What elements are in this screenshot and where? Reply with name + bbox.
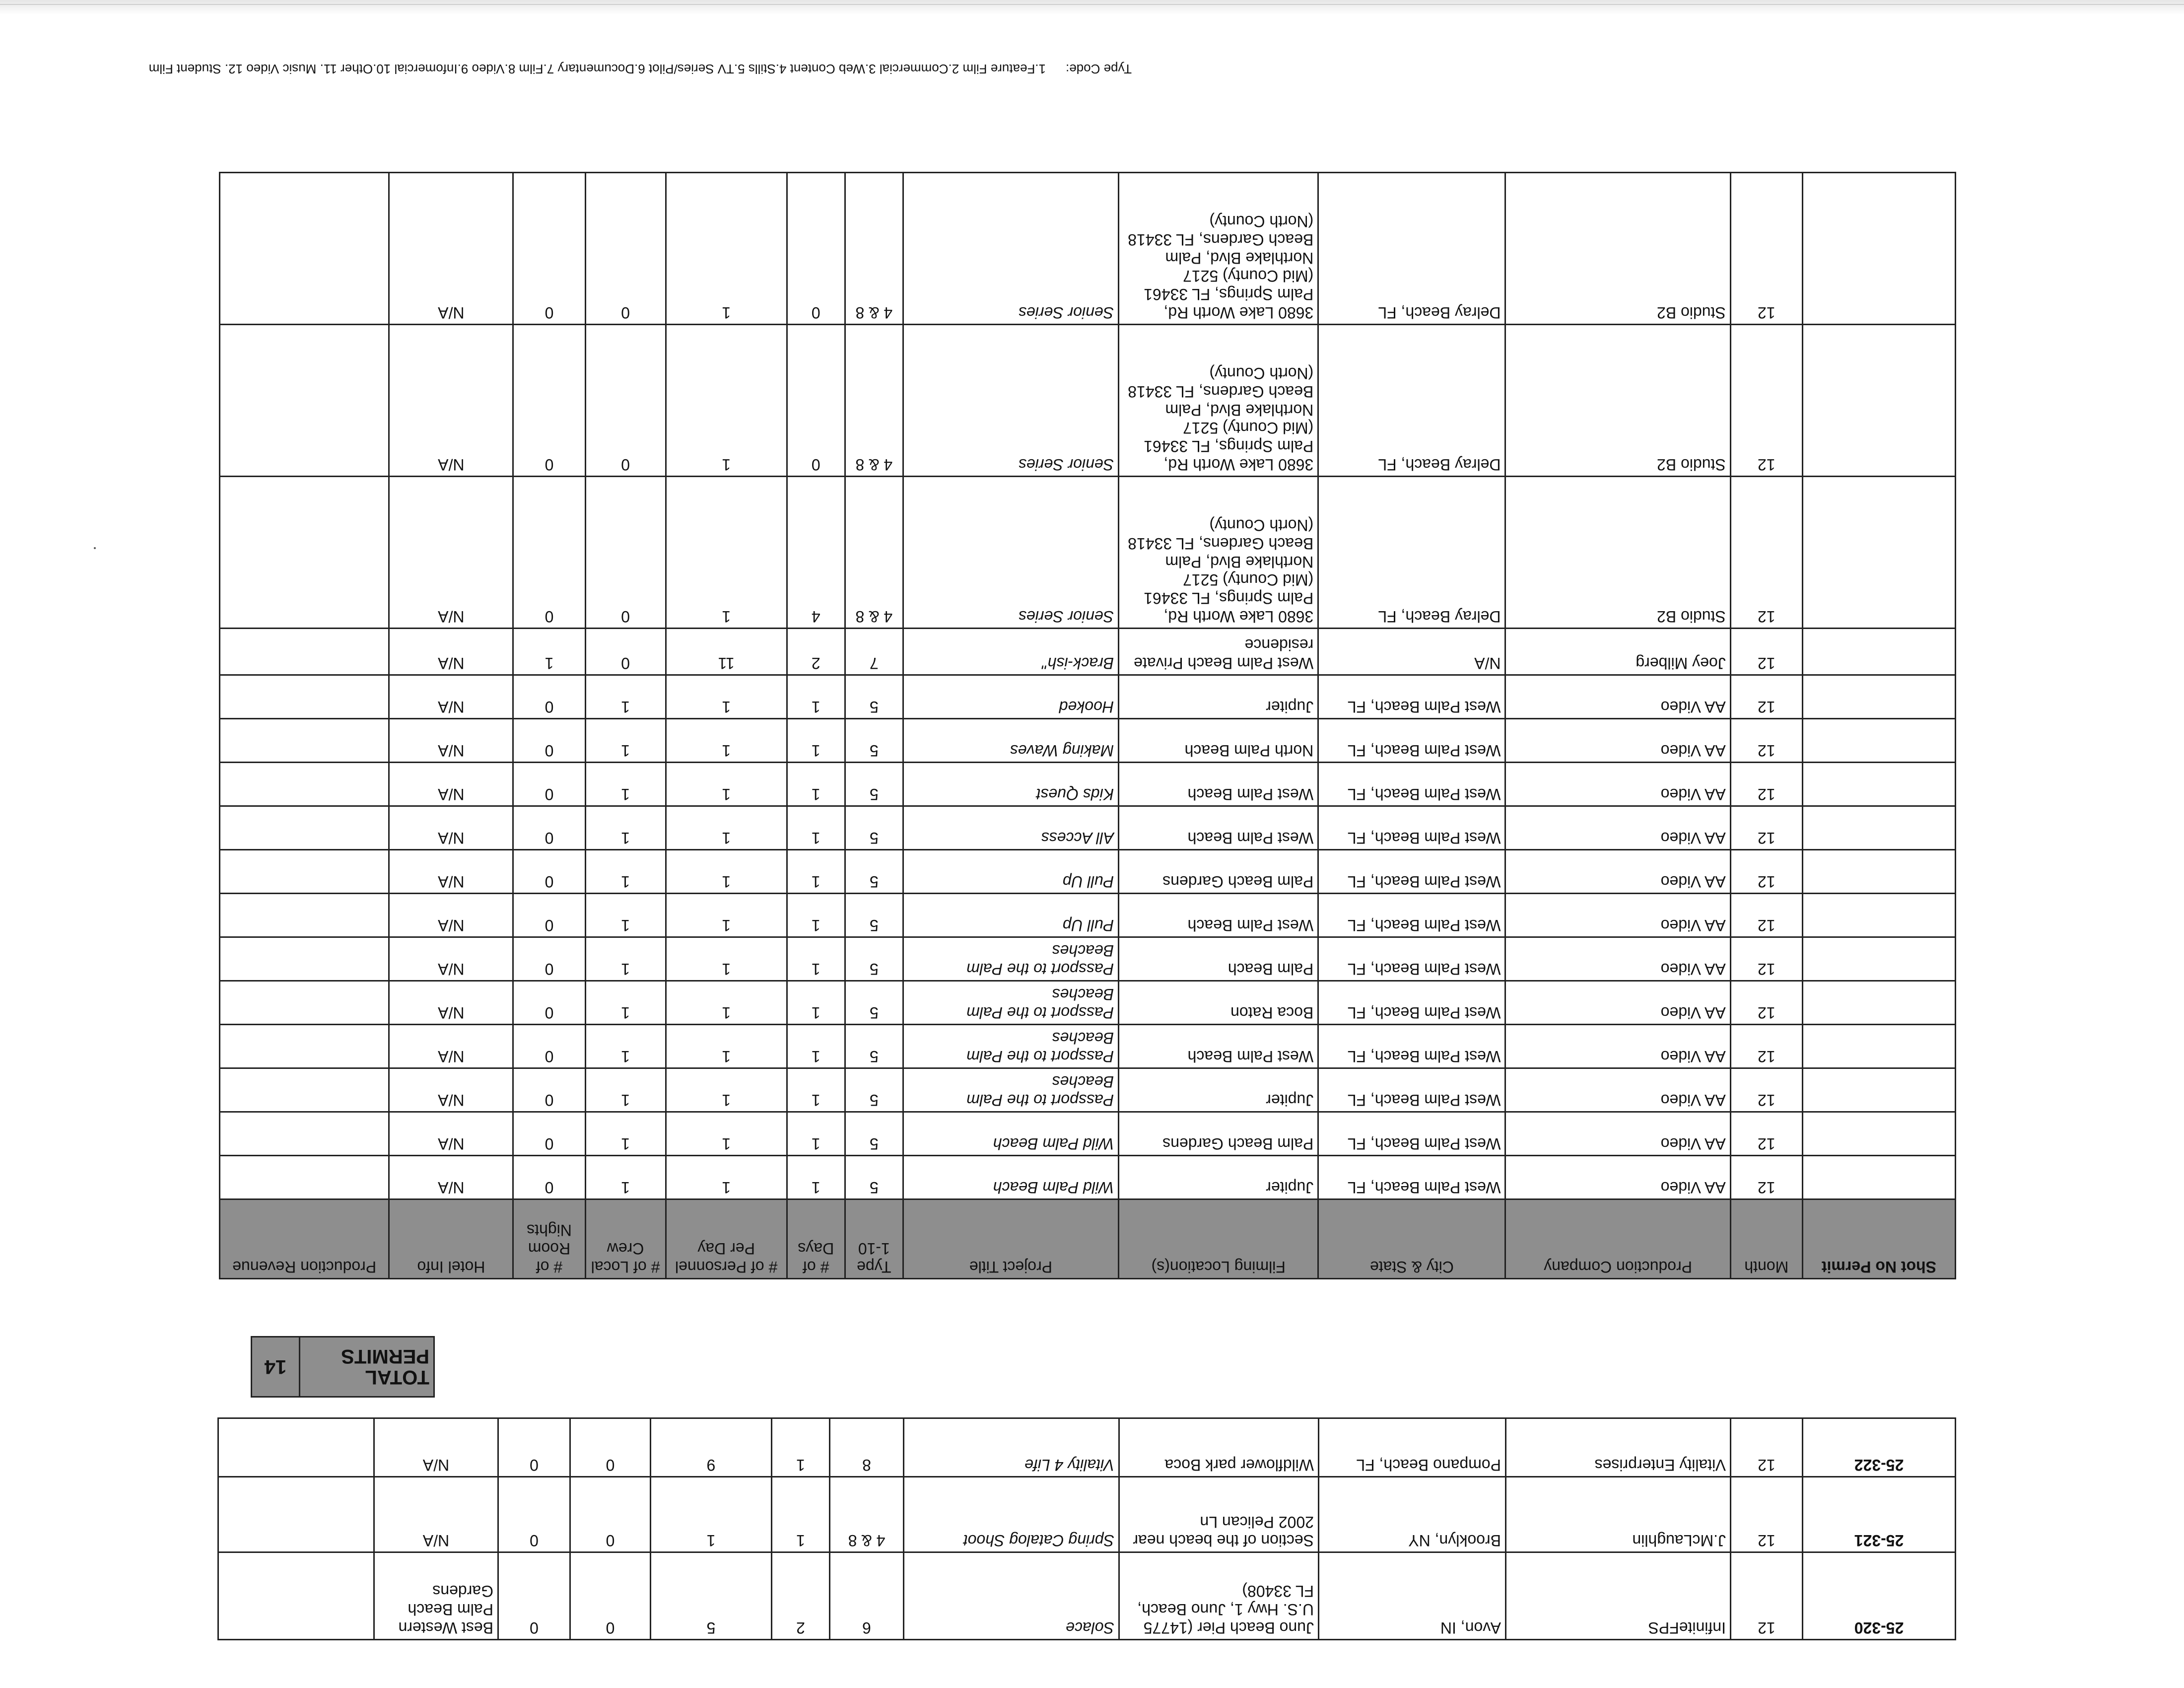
header-rooms: # of Room Nights <box>513 1199 585 1279</box>
cell-permit: 25-322 <box>1803 1418 1956 1477</box>
cell-permit <box>1802 1156 1955 1199</box>
cell-type: 5 <box>845 894 903 937</box>
cell-crew: 1 <box>585 1068 666 1112</box>
cell-type: 5 <box>845 1156 903 1199</box>
cell-crew: 1 <box>585 719 666 763</box>
cell-title: Solace <box>904 1552 1119 1640</box>
cell-month: 12 <box>1730 806 1802 850</box>
permit-continuation-block <box>219 1336 1956 1640</box>
cell-locations: 3680 Lake Worth Rd, Palm Springs, FL 33461 (Mid County) 5217 Northlake Blvd, Palm Beach Gardens, FL 33418 (North County) <box>1119 325 1318 477</box>
cell-month: 12 <box>1730 325 1802 477</box>
header-hotel: Hotel Info <box>389 1199 513 1279</box>
cell-hotel: N/A <box>389 1068 513 1112</box>
cell-revenue <box>218 1552 374 1640</box>
cell-permit <box>1802 981 1955 1025</box>
header-title: Project Title <box>903 1199 1118 1279</box>
cell-locations: West Palm Beach <box>1119 763 1318 806</box>
cell-days: 1 <box>787 1068 845 1112</box>
cell-revenue <box>220 894 389 937</box>
cell-revenue <box>220 937 389 981</box>
cell-month: 12 <box>1730 629 1802 675</box>
cell-title: Pull Up <box>903 850 1118 894</box>
cell-crew: 0 <box>570 1552 651 1640</box>
cell-permit: 25-320 <box>1803 1552 1956 1640</box>
cell-personnel: 1 <box>666 719 787 763</box>
cell-month: 12 <box>1730 719 1802 763</box>
cell-month: 12 <box>1731 1418 1803 1477</box>
cell-city: West Palm Beach, FL <box>1318 894 1505 937</box>
total-permits-count: 14 <box>252 1337 300 1397</box>
table-row <box>220 850 1956 894</box>
cell-crew: 1 <box>585 806 666 850</box>
cell-company: AA Video <box>1505 1112 1730 1156</box>
cell-type: 4 & 8 <box>845 477 903 629</box>
header-revenue: Production Revenue <box>220 1199 389 1279</box>
cell-days: 1 <box>787 850 845 894</box>
header-personnel: # of Personnel Per Day <box>666 1199 787 1279</box>
header-crew: # of Local Crew <box>585 1199 666 1279</box>
cell-hotel: N/A <box>389 981 513 1025</box>
cell-city: Avon, IN <box>1319 1552 1506 1640</box>
cell-permit <box>1802 806 1955 850</box>
cell-city: West Palm Beach, FL <box>1318 719 1505 763</box>
cell-locations: Jupiter <box>1119 1156 1318 1199</box>
cell-month: 12 <box>1730 894 1802 937</box>
cell-type: 7 <box>845 629 903 675</box>
cell-permit <box>1802 325 1955 477</box>
cell-rooms: 0 <box>513 1025 585 1068</box>
cell-hotel: N/A <box>374 1477 498 1552</box>
cell-revenue <box>220 675 389 719</box>
cell-month: 12 <box>1730 850 1802 894</box>
cell-days: 4 <box>787 477 845 629</box>
cell-type: 4 & 8 <box>830 1477 904 1552</box>
cell-hotel: N/A <box>389 937 513 981</box>
cell-type: 5 <box>845 981 903 1025</box>
table-row <box>220 894 1956 937</box>
cell-locations: Section of the beach near 2002 Pelican Ln <box>1119 1477 1319 1552</box>
cell-locations: Palm Beach <box>1119 937 1318 981</box>
cell-days: 1 <box>787 806 845 850</box>
cell-title: All Access <box>903 806 1118 850</box>
cell-crew: 1 <box>585 1025 666 1068</box>
cell-locations: West Palm Beach <box>1119 894 1318 937</box>
cell-city: Pompano Beach, FL <box>1319 1418 1506 1477</box>
cell-permit: 25-321 <box>1803 1477 1956 1552</box>
cell-locations: Palm Beach Gardens <box>1119 1112 1318 1156</box>
cell-rooms: 0 <box>513 850 585 894</box>
cell-crew: 0 <box>585 173 666 325</box>
cell-locations: North Palm Beach <box>1119 719 1318 763</box>
cell-hotel: N/A <box>389 629 513 675</box>
cell-personnel: 1 <box>666 675 787 719</box>
cell-revenue <box>220 981 389 1025</box>
cell-locations: Boca Raton <box>1119 981 1318 1025</box>
cell-days: 1 <box>772 1477 830 1552</box>
cell-crew: 1 <box>585 937 666 981</box>
cell-company: AA Video <box>1505 763 1730 806</box>
cell-permit <box>1802 1068 1955 1112</box>
cell-rooms: 0 <box>513 937 585 981</box>
cell-personnel: 1 <box>666 850 787 894</box>
cell-rooms: 0 <box>513 894 585 937</box>
table-row <box>220 173 1956 325</box>
cell-hotel: N/A <box>389 477 513 629</box>
cell-personnel: 1 <box>666 806 787 850</box>
cell-days: 1 <box>787 1156 845 1199</box>
cell-type: 5 <box>845 763 903 806</box>
cell-title: Pull Up <box>903 894 1118 937</box>
cell-month: 12 <box>1730 1112 1802 1156</box>
cell-days: 2 <box>787 629 845 675</box>
cell-personnel: 5 <box>651 1552 772 1640</box>
cell-month: 12 <box>1730 1068 1802 1112</box>
header-month: Month <box>1730 1199 1802 1279</box>
cell-city: West Palm Beach, FL <box>1318 806 1505 850</box>
scan-line <box>0 4 2184 5</box>
cell-permit <box>1802 1112 1955 1156</box>
header-days: # of Days <box>787 1199 845 1279</box>
cell-type: 5 <box>845 806 903 850</box>
table-row <box>220 629 1956 675</box>
cell-locations: Jupiter <box>1119 1068 1318 1112</box>
cell-month: 12 <box>1730 675 1802 719</box>
cell-type: 5 <box>845 675 903 719</box>
cell-personnel: 1 <box>666 173 787 325</box>
cell-crew: 1 <box>585 894 666 937</box>
cell-rooms: 0 <box>513 1068 585 1112</box>
cell-title: Kids Quest <box>903 763 1118 806</box>
cell-crew: 0 <box>570 1418 651 1477</box>
cell-permit <box>1802 894 1955 937</box>
cell-permit <box>1802 719 1955 763</box>
cell-days: 1 <box>787 1025 845 1068</box>
cell-city: West Palm Beach, FL <box>1318 1112 1505 1156</box>
cell-revenue <box>220 325 389 477</box>
cell-revenue <box>218 1418 374 1477</box>
type-code-text: 1.Feature Film 2.Commercial 3.Web Content 4.Stills 5.TV Series/Pilot 6.Documentary 7.Film 8.Video 9.Infomercial 10.Other 11. Music Video 12. Student Film <box>148 62 1046 76</box>
cell-rooms: 0 <box>513 719 585 763</box>
cell-rooms: 0 <box>513 981 585 1025</box>
cell-revenue <box>220 1025 389 1068</box>
cell-personnel: 9 <box>651 1418 772 1477</box>
cell-revenue <box>220 477 389 629</box>
cell-permit <box>1802 629 1955 675</box>
cell-hotel: N/A <box>374 1418 498 1477</box>
cell-rooms: 0 <box>513 477 585 629</box>
table-row <box>220 477 1956 629</box>
cell-locations: Palm Beach Gardens <box>1119 850 1318 894</box>
cell-company: AA Video <box>1505 675 1730 719</box>
scan-edge <box>0 0 2184 15</box>
cell-type: 5 <box>845 850 903 894</box>
cell-city: West Palm Beach, FL <box>1318 1068 1505 1112</box>
cell-permit <box>1802 937 1955 981</box>
cell-hotel: Best Western Palm Beach Gardens <box>374 1552 498 1640</box>
cell-month: 12 <box>1730 981 1802 1025</box>
table-row <box>220 325 1956 477</box>
cell-days: 1 <box>787 1112 845 1156</box>
cell-locations: West Palm Beach Private residence <box>1119 629 1318 675</box>
cell-rooms: 0 <box>513 763 585 806</box>
cell-type: 5 <box>845 1068 903 1112</box>
cell-company: Studio B2 <box>1505 477 1730 629</box>
cell-title: Wild Palm Beach <box>903 1112 1118 1156</box>
cell-locations: West Palm Beach <box>1119 806 1318 850</box>
cell-city: West Palm Beach, FL <box>1318 763 1505 806</box>
cell-city: Delray Beach, FL <box>1318 477 1505 629</box>
table-row <box>218 1477 1956 1552</box>
type-code-label: Type Code: <box>1066 62 1132 76</box>
cell-month: 12 <box>1731 1477 1803 1552</box>
cell-title: Senior Series <box>903 477 1118 629</box>
cell-company: InfiniteFPS <box>1506 1552 1731 1640</box>
type-code-legend <box>129 61 1132 76</box>
cell-revenue <box>220 1112 389 1156</box>
cell-revenue <box>220 850 389 894</box>
total-permits-box <box>251 1336 435 1398</box>
cell-type: 6 <box>830 1552 904 1640</box>
cell-company: AA Video <box>1505 1025 1730 1068</box>
cell-city: Delray Beach, FL <box>1318 173 1505 325</box>
cell-company: AA Video <box>1505 1156 1730 1199</box>
cell-permit <box>1802 173 1955 325</box>
cell-revenue <box>220 173 389 325</box>
cell-company: AA Video <box>1505 937 1730 981</box>
cell-rooms: 0 <box>513 325 585 477</box>
cell-hotel: N/A <box>389 675 513 719</box>
cell-company: AA Video <box>1505 850 1730 894</box>
cell-rooms: 0 <box>513 1112 585 1156</box>
cell-month: 12 <box>1730 1025 1802 1068</box>
cell-title: Spring Catalog Shoot <box>904 1477 1119 1552</box>
header-permit: Shot No Permit <box>1802 1199 1955 1279</box>
cell-rooms: 0 <box>513 173 585 325</box>
cell-days: 1 <box>772 1418 830 1477</box>
cell-title: Passport to the Palm Beaches <box>903 1068 1118 1112</box>
cell-type: 4 & 8 <box>845 173 903 325</box>
cell-permit <box>1802 1025 1955 1068</box>
cell-company: AA Video <box>1505 806 1730 850</box>
cell-days: 0 <box>787 173 845 325</box>
cell-city: West Palm Beach, FL <box>1318 981 1505 1025</box>
table-row <box>220 981 1956 1025</box>
cell-type: 4 & 8 <box>845 325 903 477</box>
cell-rooms: 0 <box>498 1418 570 1477</box>
cell-locations: Wildflower park Boca <box>1119 1418 1319 1477</box>
cell-month: 12 <box>1730 937 1802 981</box>
cell-company: Joey Milberg <box>1505 629 1730 675</box>
cell-rooms: 0 <box>513 806 585 850</box>
cell-days: 1 <box>787 937 845 981</box>
cell-revenue <box>220 629 389 675</box>
permit-log-table <box>219 172 1956 1279</box>
table-row <box>218 1418 1956 1477</box>
table-row <box>218 1552 1956 1640</box>
cell-crew: 0 <box>585 325 666 477</box>
cell-hotel: N/A <box>389 1025 513 1068</box>
cell-city: West Palm Beach, FL <box>1318 1025 1505 1068</box>
cell-revenue <box>218 1477 374 1552</box>
cell-rooms: 0 <box>513 675 585 719</box>
cell-crew: 1 <box>585 850 666 894</box>
cell-locations: West Palm Beach <box>1119 1025 1318 1068</box>
cell-type: 8 <box>830 1418 904 1477</box>
cell-hotel: N/A <box>389 173 513 325</box>
cell-personnel: 1 <box>666 1112 787 1156</box>
cell-company: AA Video <box>1505 981 1730 1025</box>
table-row <box>220 1156 1956 1199</box>
cell-hotel: N/A <box>389 806 513 850</box>
cell-title: Making Waves <box>903 719 1118 763</box>
cell-city: West Palm Beach, FL <box>1318 850 1505 894</box>
cell-company: AA Video <box>1505 894 1730 937</box>
cell-days: 1 <box>787 675 845 719</box>
cell-days: 1 <box>787 981 845 1025</box>
cell-company: Studio B2 <box>1505 325 1730 477</box>
cell-personnel: 1 <box>666 477 787 629</box>
cell-days: 1 <box>787 894 845 937</box>
cell-locations: Juno Beach Pier (14775 U.S. Hwy 1, Juno Beach, FL 33408) <box>1119 1552 1319 1640</box>
cell-rooms: 0 <box>498 1477 570 1552</box>
cell-title: Vitality 4 Life <box>904 1418 1119 1477</box>
cell-hotel: N/A <box>389 719 513 763</box>
cell-revenue <box>220 1068 389 1112</box>
cell-personnel: 1 <box>666 894 787 937</box>
table-row <box>220 763 1956 806</box>
cell-title: Passport to the Palm Beaches <box>903 981 1118 1025</box>
cell-city: Delray Beach, FL <box>1318 325 1505 477</box>
cell-hotel: N/A <box>389 894 513 937</box>
cell-personnel: 1 <box>666 937 787 981</box>
cell-title: Senior Series <box>903 173 1118 325</box>
cell-locations: 3680 Lake Worth Rd, Palm Springs, FL 33461 (Mid County) 5217 Northlake Blvd, Palm Beach Gardens, FL 33418 (North County) <box>1119 477 1318 629</box>
header-type: Type 1-10 <box>845 1199 903 1279</box>
cell-month: 12 <box>1730 763 1802 806</box>
cell-personnel: 1 <box>666 1156 787 1199</box>
cell-city: West Palm Beach, FL <box>1318 675 1505 719</box>
table-row <box>220 719 1956 763</box>
cell-personnel: 1 <box>666 981 787 1025</box>
cell-personnel: 11 <box>666 629 787 675</box>
permit-continuation-table <box>217 1417 1956 1640</box>
cell-company: Vitality Enterprises <box>1506 1418 1731 1477</box>
cell-type: 5 <box>845 1025 903 1068</box>
cell-revenue <box>220 1156 389 1199</box>
cell-rooms: 0 <box>513 1156 585 1199</box>
cell-personnel: 1 <box>666 1068 787 1112</box>
cell-locations: Jupiter <box>1119 675 1318 719</box>
table-row <box>220 1068 1956 1112</box>
cell-company: AA Video <box>1505 1068 1730 1112</box>
table-row <box>220 806 1956 850</box>
cell-crew: 1 <box>585 763 666 806</box>
cell-personnel: 1 <box>666 1025 787 1068</box>
cell-rooms: 0 <box>498 1552 570 1640</box>
cell-revenue <box>220 806 389 850</box>
cell-permit <box>1802 850 1955 894</box>
cell-days: 2 <box>772 1552 830 1640</box>
header-company: Production Company <box>1505 1199 1730 1279</box>
cell-crew: 1 <box>585 981 666 1025</box>
cell-crew: 1 <box>585 675 666 719</box>
cell-personnel: 1 <box>666 325 787 477</box>
cell-company: Studio B2 <box>1505 173 1730 325</box>
cell-hotel: N/A <box>389 1112 513 1156</box>
cell-city: West Palm Beach, FL <box>1318 1156 1505 1199</box>
cell-hotel: N/A <box>389 1156 513 1199</box>
scan-speck <box>94 547 96 549</box>
table-row <box>220 675 1956 719</box>
cell-type: 5 <box>845 937 903 981</box>
cell-revenue <box>220 719 389 763</box>
cell-title: Hooked <box>903 675 1118 719</box>
cell-company: AA Video <box>1505 719 1730 763</box>
cell-month: 12 <box>1730 173 1802 325</box>
cell-days: 1 <box>787 719 845 763</box>
cell-crew: 0 <box>585 477 666 629</box>
cell-city: Brooklyn, NY <box>1319 1477 1506 1552</box>
cell-hotel: N/A <box>389 763 513 806</box>
cell-crew: 0 <box>570 1477 651 1552</box>
cell-type: 5 <box>845 1112 903 1156</box>
cell-personnel: 1 <box>651 1477 772 1552</box>
cell-days: 0 <box>787 325 845 477</box>
cell-days: 1 <box>787 763 845 806</box>
cell-hotel: N/A <box>389 850 513 894</box>
cell-locations: 3680 Lake Worth Rd, Palm Springs, FL 33461 (Mid County) 5217 Northlake Blvd, Palm Beach Gardens, FL 33418 (North County) <box>1119 173 1318 325</box>
cell-permit <box>1802 675 1955 719</box>
cell-revenue <box>220 763 389 806</box>
table-row <box>220 1025 1956 1068</box>
header-city: City & State <box>1318 1199 1505 1279</box>
cell-title: Senior Series <box>903 325 1118 477</box>
cell-hotel: N/A <box>389 325 513 477</box>
cell-month: 12 <box>1731 1552 1803 1640</box>
cell-personnel: 1 <box>666 763 787 806</box>
table-row <box>220 937 1956 981</box>
cell-rooms: 1 <box>513 629 585 675</box>
cell-type: 5 <box>845 719 903 763</box>
cell-permit <box>1802 477 1955 629</box>
cell-title: Passport to the Palm Beaches <box>903 937 1118 981</box>
cell-city: N/A <box>1318 629 1505 675</box>
header-locations: Filming Location(s) <box>1119 1199 1318 1279</box>
cell-permit <box>1802 763 1955 806</box>
cell-crew: 1 <box>585 1112 666 1156</box>
cell-title: Passport to the Palm Beaches <box>903 1025 1118 1068</box>
cell-month: 12 <box>1730 1156 1802 1199</box>
total-permits-label: TOTAL PERMITS <box>300 1337 434 1397</box>
cell-company: J.McLaughlin <box>1506 1477 1731 1552</box>
cell-month: 12 <box>1730 477 1802 629</box>
cell-title: Brack-ish" <box>903 629 1118 675</box>
cell-title: Wild Palm Beach <box>903 1156 1118 1199</box>
cell-crew: 0 <box>585 629 666 675</box>
table-row <box>220 1112 1956 1156</box>
cell-city: West Palm Beach, FL <box>1318 937 1505 981</box>
cell-crew: 1 <box>585 1156 666 1199</box>
